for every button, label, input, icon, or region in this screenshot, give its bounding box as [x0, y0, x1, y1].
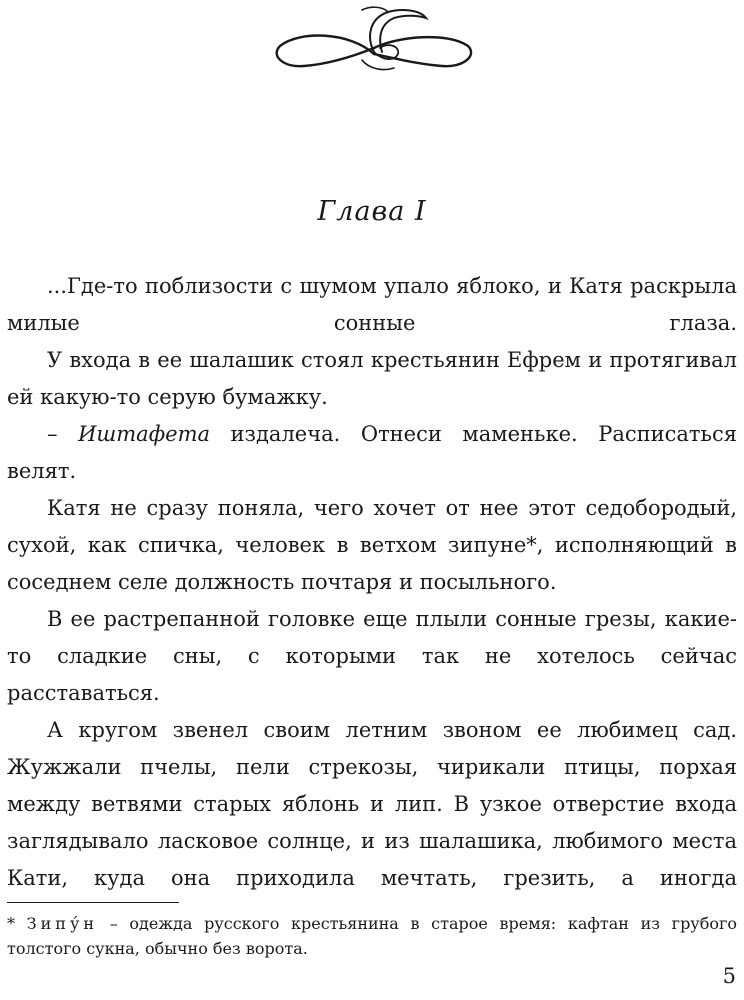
page-number: 5: [722, 964, 736, 988]
dialogue-dash: –: [47, 422, 79, 446]
footnote-term: Зипу́н: [26, 914, 99, 933]
footnote: [7, 911, 737, 961]
paragraph: ...Где-то поблизости с шумом упало яблоко, и Катя раскрыла милые сонные глаза.: [7, 274, 737, 335]
footnote-divider: [7, 902, 179, 903]
italic-word: Иштафета: [78, 422, 210, 446]
body-text: [7, 268, 737, 897]
chapter-title: Глава I: [317, 196, 427, 227]
paragraph: У входа в ее шалашик стоял крестьянин Ефрем и протягивал ей какую-то серую бумажку.: [7, 348, 737, 409]
paragraph: А кругом звенел своим летним звоном ее любимец сад. Жужжали пчелы, пели стрекозы, чирикали птицы, порхая между ветвями старых яблонь и лип. В узкое отверстие входа заглядывало ласковое солнце, и из шалашика, любимого места Кати, куда она приходила мечтать, грезить, а иногда: [7, 718, 737, 890]
paragraph: Катя не сразу поняла, чего хочет от нее этот седобородый, сухой, как спичка, человек в ветхом зипуне*, исполняющий в соседнем селе должность почтаря и посыльного.: [7, 496, 737, 594]
footnote-text: – одежда русского крестьянина в старое время: кафтан из грубого толстого сукна, обычно без ворота.: [7, 914, 738, 958]
footnote-marker: *: [7, 914, 27, 933]
dialogue-text: издалеча. Отнеси маменьке. Расписаться велят.: [7, 422, 737, 483]
flourish-ornament-icon: [270, 2, 480, 82]
dialogue-paragraph: [7, 416, 737, 490]
paragraph: В ее растрепанной головке еще плыли сонные грезы, какие-то сладкие сны, с которыми так не хотелось сейчас расставаться.: [7, 607, 737, 705]
